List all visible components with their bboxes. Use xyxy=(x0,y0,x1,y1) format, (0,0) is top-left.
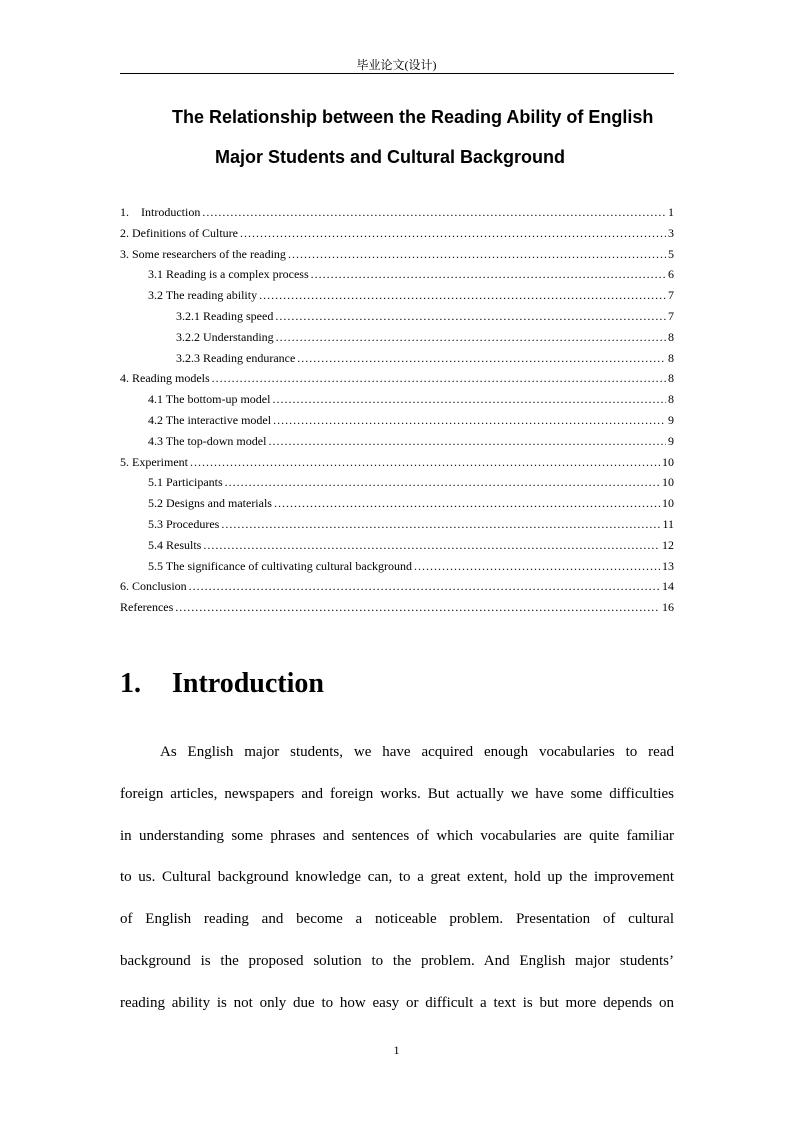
toc-entry[interactable] xyxy=(120,285,674,306)
toc-dot-leader xyxy=(414,556,660,577)
table-of-contents xyxy=(120,202,674,618)
toc-entry-label: 6. Conclusion xyxy=(120,579,187,594)
toc-entry-page: 7 xyxy=(668,308,674,323)
toc-dot-leader xyxy=(268,431,666,452)
toc-entry-label: 5.5 The significance of cultivating cultural background xyxy=(148,558,413,573)
toc-dot-leader xyxy=(221,514,660,535)
toc-dot-leader xyxy=(240,223,666,244)
toc-entry-page: 9 xyxy=(668,433,674,448)
toc-entry-page: 16 xyxy=(662,600,674,615)
document-title-line-1: The Relationship between the Reading Ability of English xyxy=(172,107,654,127)
toc-entry-page: 8 xyxy=(668,371,674,386)
toc-entry-page: 10 xyxy=(662,454,674,469)
toc-entry-page: 10 xyxy=(662,475,674,490)
paragraph-line: of English reading and become a noticeable problem. Presentation of cultural xyxy=(120,911,674,928)
toc-entry-label: 5.4 Results xyxy=(148,537,202,552)
toc-entry[interactable] xyxy=(120,597,674,618)
toc-entry-page: 3 xyxy=(668,225,674,240)
toc-entry-label: 4.2 The interactive model xyxy=(148,412,272,427)
toc-entry-label: 5.1 Participants xyxy=(148,475,223,490)
toc-entry[interactable] xyxy=(120,452,674,473)
introduction-paragraph xyxy=(120,732,674,1025)
header-rule xyxy=(120,73,674,74)
toc-entry[interactable] xyxy=(120,493,674,514)
section-heading xyxy=(120,668,324,700)
toc-dot-leader xyxy=(297,348,666,369)
toc-dot-leader xyxy=(175,597,660,618)
toc-entry-label: 3.1 Reading is a complex process xyxy=(148,267,309,282)
toc-entry-page: 8 xyxy=(668,392,674,407)
toc-dot-leader xyxy=(272,389,666,410)
toc-dot-leader xyxy=(189,576,660,597)
toc-entry-page: 8 xyxy=(668,350,674,365)
toc-entry-page: 7 xyxy=(668,288,674,303)
toc-dot-leader xyxy=(288,244,666,265)
toc-entry-label: 5. Experiment xyxy=(120,454,188,469)
toc-entry-page: 11 xyxy=(662,516,674,531)
toc-entry-page: 8 xyxy=(668,329,674,344)
toc-entry-label: 3.2.3 Reading endurance xyxy=(176,350,296,365)
paragraph-line: background is the proposed solution to the problem. And English major students’ xyxy=(120,952,674,969)
toc-dot-leader xyxy=(273,410,666,431)
toc-entry-page: 9 xyxy=(668,412,674,427)
toc-entry[interactable] xyxy=(120,472,674,493)
toc-entry-label: 4.3 The top-down model xyxy=(148,433,267,448)
toc-entry-label: 3. Some researchers of the reading xyxy=(120,246,286,261)
toc-dot-leader xyxy=(259,285,666,306)
toc-dot-leader xyxy=(311,264,666,285)
paragraph-line: reading ability is not only due to how easy or difficult a text is but more depends on xyxy=(120,994,674,1011)
toc-entry-label: 4.1 The bottom-up model xyxy=(148,392,271,407)
toc-dot-leader xyxy=(190,452,660,473)
toc-entry-page: 1 xyxy=(668,205,674,219)
page-number: 1 xyxy=(393,1043,400,1057)
toc-dot-leader xyxy=(276,327,666,348)
section-number: 1. xyxy=(120,668,141,699)
toc-dot-leader xyxy=(274,493,660,514)
toc-entry[interactable] xyxy=(120,556,674,577)
toc-dot-leader xyxy=(275,306,666,327)
toc-dot-leader xyxy=(202,202,666,223)
toc-entry-page: 13 xyxy=(662,558,674,573)
toc-entry[interactable] xyxy=(120,264,674,285)
paragraph-line: As English major students, we have acquired enough vocabularies to read xyxy=(160,744,674,760)
toc-entry-label: 3.2.1 Reading speed xyxy=(176,308,274,323)
toc-entry-page: 10 xyxy=(662,496,674,511)
toc-entry-label: 2. Definitions of Culture xyxy=(120,225,238,240)
paragraph-line: in understanding some phrases and sentences of which vocabularies are quite familiar xyxy=(120,827,674,844)
toc-entry[interactable] xyxy=(120,368,674,389)
paragraph-line: to us. Cultural background knowledge can, to a great extent, hold up the improvement xyxy=(120,869,674,886)
toc-entry[interactable] xyxy=(120,535,674,556)
toc-entry[interactable] xyxy=(120,202,674,223)
toc-entry[interactable] xyxy=(120,576,674,597)
document-title-line-2: Major Students and Cultural Background xyxy=(215,147,566,167)
toc-entry-label: 3.2 The reading ability xyxy=(148,288,258,303)
toc-entry[interactable] xyxy=(120,306,674,327)
toc-entry[interactable] xyxy=(120,244,674,265)
toc-dot-leader xyxy=(212,368,666,389)
toc-dot-leader xyxy=(225,472,660,493)
page-header: 毕业论文(设计) xyxy=(356,58,437,72)
toc-entry[interactable] xyxy=(120,348,674,369)
toc-entry[interactable] xyxy=(120,410,674,431)
section-title: Introduction xyxy=(172,668,324,699)
toc-entry-page: 12 xyxy=(662,537,674,552)
toc-entry-page: 6 xyxy=(668,267,674,282)
paragraph-line: foreign articles, newspapers and foreign works. But actually we have some difficulties xyxy=(120,785,674,802)
toc-dot-leader xyxy=(203,535,660,556)
toc-entry-label: 5.3 Procedures xyxy=(148,516,220,531)
toc-entry-page: 14 xyxy=(662,579,674,594)
toc-entry[interactable] xyxy=(120,431,674,452)
toc-entry-label: 3.2.2 Understanding xyxy=(176,329,274,344)
toc-entry-label: 1. Introduction xyxy=(120,205,201,219)
toc-entry-label: References xyxy=(120,600,174,615)
toc-entry-page: 5 xyxy=(668,246,674,261)
toc-entry[interactable] xyxy=(120,223,674,244)
toc-entry-label: 5.2 Designs and materials xyxy=(148,496,272,511)
toc-entry-label: 4. Reading models xyxy=(120,371,210,386)
toc-entry[interactable] xyxy=(120,327,674,348)
toc-entry[interactable] xyxy=(120,389,674,410)
toc-entry[interactable] xyxy=(120,514,674,535)
